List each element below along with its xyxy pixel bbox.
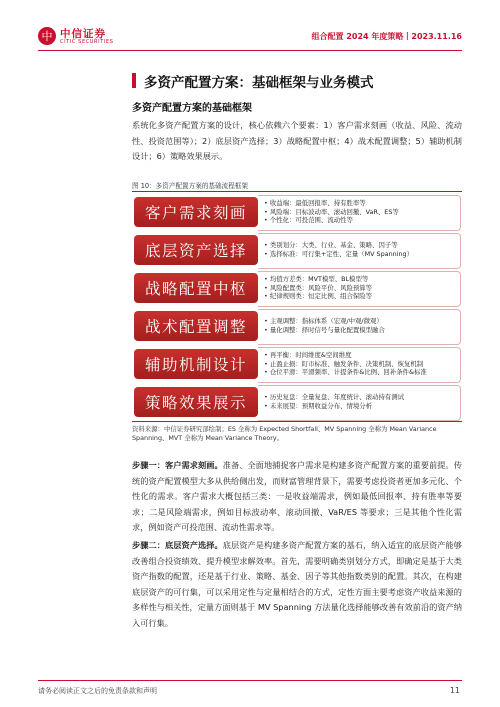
framework-detail-item: • 均值方差类：MVT模型、BL模型等 xyxy=(264,275,460,284)
header-divider xyxy=(38,50,462,51)
step1-paragraph xyxy=(132,458,462,536)
intro-paragraph: 系统化多资产配置方案的设计，核心依赖六个要素：1）客户需求刻画（收益、风险、流动性、投资范围等）；2）底层资产选择；3）战略配置中枢；4）战术配置调整；5）辅助机制设计；6）策略效果展示。 xyxy=(132,120,462,161)
citic-logo-icon: 中 xyxy=(38,27,56,45)
framework-step-details xyxy=(264,317,460,334)
footer-divider xyxy=(38,680,462,681)
framework-detail-item: • 止盈止损：盯市标准、触发条件、决策机制、恢复机制 xyxy=(264,360,460,369)
footer-disclaimer: 请务必阅读正文之后的免责条款和声明 xyxy=(38,687,157,695)
framework-detail-item: • 历史复盘：全量复盘、年度统计、滚动持有测试 xyxy=(264,393,460,402)
framework-detail-item: • 选择标准：可行集+定性、定量（MV Spanning） xyxy=(264,250,460,259)
logo-chinese-name: 中信证券 xyxy=(60,28,106,40)
framework-detail-item: • 纪律规则类：恒定比例、组合保险等 xyxy=(264,292,460,301)
framework-detail-item: • 量化调整：择时信号与量化配置模型融合 xyxy=(264,326,460,335)
sub-title: 多资产配置方案的基础框架 xyxy=(132,103,252,114)
framework-step-details xyxy=(264,275,460,301)
framework-step-box: 辅助机制设计 xyxy=(134,349,258,379)
framework-step-box: 战术配置调整 xyxy=(134,311,258,341)
step2-body: 底层资产是构建多资产配置方案的基石，纳入适宜的底层资产能够改善组合投资绩效、提升模型求解效率。首先，需要明确类别划分方式，即确定是基于大类资产指数的配置，还是基于行业、策略、基金、因子等其他指数类别的配置。其次，在构建底层资产的可行集，可以采用定性与定量相结合的方式，定性方面主要考虑资产收益来源的多样性与相关性，定量方面则基于 MV Spanning 方法量化选择能够改善有效前沿的资产纳入可行集。 xyxy=(132,540,462,628)
step1-body: 准备、全面地捕捉客户需求是构建多资产配置方案的重要前提。传统的资产配置模型大多从供给侧出发，而财富管理背景下，需要考虑投资者更加多元化、个性化的需求。客户需求大概包括三类：一是收益端需求，例如最低回报率、持有胜率等要求；二是风险端需求，例如目标波动率、滚动回撤、VaR/ES 等要求；三是其他个性化需求，例如资产可投范围、流动性需求等。 xyxy=(132,460,462,532)
framework-detail-item: • 类别划分：大类、行业、基金、策略、因子等 xyxy=(264,241,460,250)
framework-step-box: 客户需求刻画 xyxy=(134,197,258,227)
framework-step-box: 战略配置中枢 xyxy=(134,273,258,303)
framework-step-details xyxy=(264,393,460,410)
framework-detail-item: • 再平衡：时间维度&空间维度 xyxy=(264,351,460,360)
page-number: 11 xyxy=(449,686,460,695)
logo-english-name: CITIC SECURITIES xyxy=(60,39,114,45)
framework-detail-item: • 未来展望：预期收益分布、情境分析 xyxy=(264,402,460,411)
framework-detail-item: • 风险端：目标波动率、滚动回撤、VaR、ES等 xyxy=(264,208,460,217)
framework-detail-item: • 个性化：可投范围、流动性等 xyxy=(264,216,460,225)
step2-lead: 步骤二：底层资产选择。 xyxy=(132,540,223,550)
figure-top-rule xyxy=(132,191,462,192)
framework-step-details xyxy=(264,351,460,377)
step1-lead: 步骤一：客户需求刻画。 xyxy=(132,460,223,470)
header-report-info: 组合配置 2024 年度策略丨2023.11.16 xyxy=(311,32,462,41)
framework-step-box: 底层资产选择 xyxy=(134,235,258,265)
figure-bottom-rule xyxy=(132,421,462,422)
framework-step-details xyxy=(264,199,460,225)
framework-detail-item: • 主观调整：指标体系（宏观/中观/微观） xyxy=(264,317,460,326)
figure-title: 图 10：多资产配置方案的基础流程框架 xyxy=(132,182,248,190)
framework-detail-item: • 收益端：最低回报率、持有胜率等 xyxy=(264,199,460,208)
framework-detail-item: • 风险配置类：风险平价、风险预算等 xyxy=(264,284,460,293)
framework-step-box: 策略效果展示 xyxy=(134,387,258,417)
section-title: 多资产配置方案：基础框架与业务模式 xyxy=(144,75,374,91)
framework-step-details xyxy=(264,241,460,258)
step2-paragraph xyxy=(132,538,462,631)
framework-detail-item: • 仓位平滑：平滑频率、计提条件&比例、回补条件&标准 xyxy=(264,368,460,377)
figure-source-note: 资料来源：中信证券研究部绘制；ES 全称为 Expected Shortfall、MV Spanning 全称为 Mean Variance Spanning、MVT 全称为 Mean Variance Theory。 xyxy=(132,425,437,442)
section-marker xyxy=(132,73,136,88)
